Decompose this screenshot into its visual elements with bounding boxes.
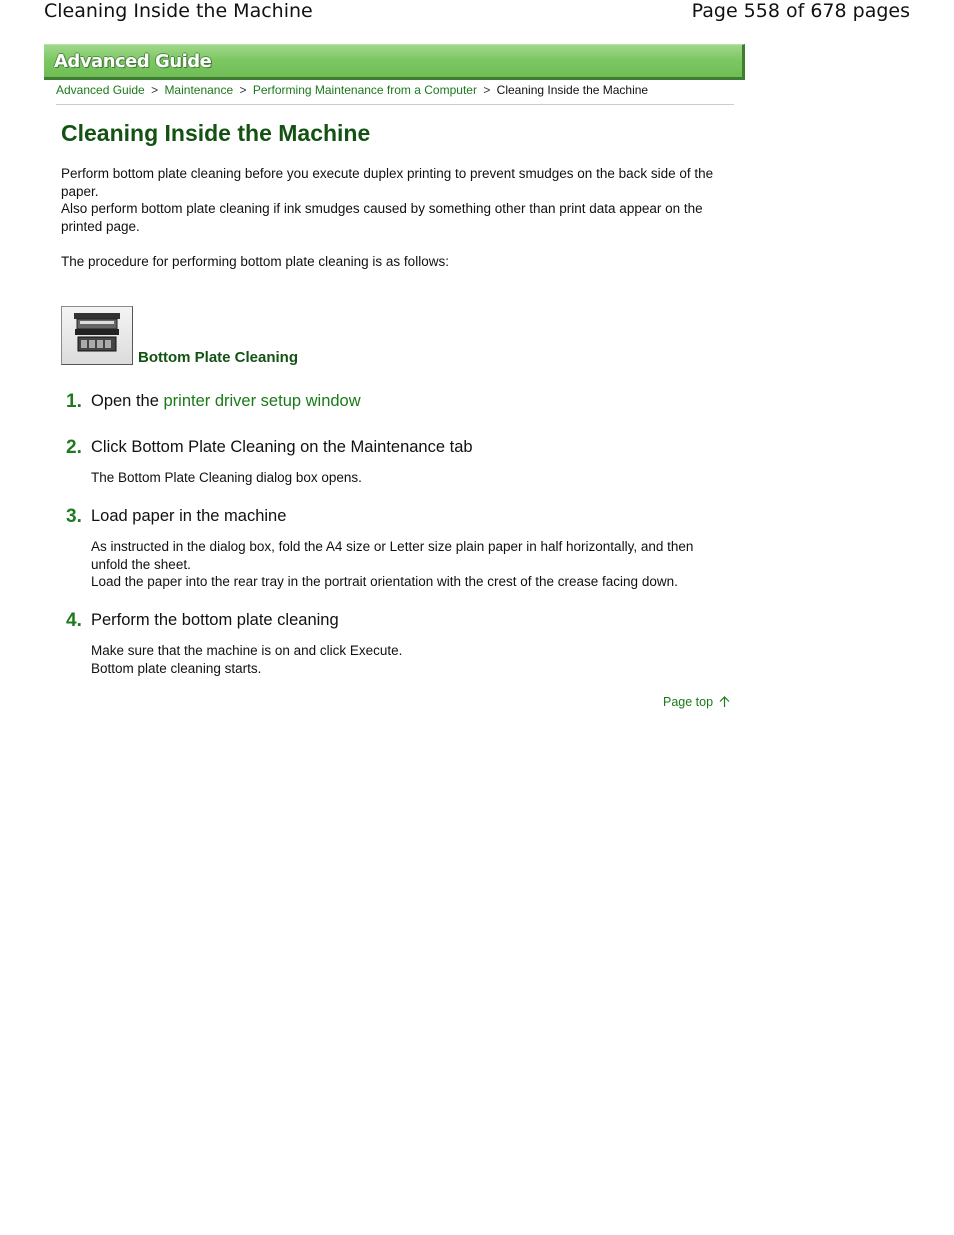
- step-body: [91, 469, 731, 487]
- printer-driver-setup-link[interactable]: printer driver setup window: [163, 392, 361, 410]
- breadcrumb-link-advanced-guide[interactable]: Advanced Guide: [56, 83, 145, 97]
- step-heading: [91, 392, 361, 411]
- pdf-header: [0, 0, 954, 30]
- page-title: Cleaning Inside the Machine: [61, 120, 371, 146]
- step-number: 3.: [66, 506, 82, 527]
- breadcrumb: [56, 83, 648, 97]
- breadcrumb-link-performing-maintenance[interactable]: Performing Maintenance from a Computer: [252, 83, 477, 97]
- intro-paragraph: Also perform bottom plate cleaning if ink smudges caused by something other than print data appear on the printed page.: [61, 201, 703, 234]
- step-body-text: As instructed in the dialog box, fold the A4 size or Letter size plain paper in half horizontally, and then unfold the sheet.: [91, 539, 694, 572]
- advanced-guide-banner: [44, 44, 745, 80]
- step-body: [91, 642, 731, 677]
- arrow-up-icon: [719, 696, 730, 708]
- breadcrumb-link-maintenance[interactable]: Maintenance: [164, 83, 234, 97]
- page-indicator: Page 558 of 678 pages: [691, 0, 910, 22]
- step-body-text: Bottom plate cleaning starts.: [91, 660, 262, 676]
- step-body-text: The Bottom Plate Cleaning dialog box opens.: [91, 470, 362, 485]
- step-heading: Perform the bottom plate cleaning: [91, 611, 339, 629]
- page-top-label: Page top: [663, 695, 714, 709]
- step-body-text: Make sure that the machine is on and click Execute.: [91, 643, 403, 658]
- breadcrumb-current: Cleaning Inside the Machine: [496, 83, 649, 97]
- document-title: Cleaning Inside the Machine: [44, 0, 313, 22]
- banner-label: Advanced Guide: [54, 51, 212, 72]
- intro-text: [61, 165, 721, 270]
- printer-plate-icon: [72, 311, 122, 357]
- step-number: 4.: [66, 610, 82, 631]
- breadcrumb-separator: >: [483, 83, 491, 97]
- step-heading: Load paper in the machine: [91, 507, 287, 525]
- bottom-plate-cleaning-icon: [61, 306, 133, 365]
- page-top-link[interactable]: [663, 695, 730, 709]
- intro-paragraph: Perform bottom plate cleaning before you execute duplex printing to prevent smudges on the back side of the paper.: [61, 166, 714, 199]
- step-body: [91, 538, 731, 591]
- feature-label: Bottom Plate Cleaning: [138, 349, 299, 366]
- step-number: 2.: [66, 437, 82, 458]
- intro-paragraph: The procedure for performing bottom plate cleaning is as follows:: [61, 253, 449, 269]
- step-heading-text: Open the: [91, 392, 164, 410]
- breadcrumb-separator: >: [151, 83, 159, 97]
- step-heading: Click Bottom Plate Cleaning on the Maintenance tab: [91, 438, 473, 456]
- step-number: 1.: [66, 391, 82, 412]
- breadcrumb-divider: [56, 104, 734, 105]
- breadcrumb-separator: >: [239, 83, 247, 97]
- step-body-text: Load the paper into the rear tray in the portrait orientation with the crest of the crease facing down.: [91, 574, 678, 589]
